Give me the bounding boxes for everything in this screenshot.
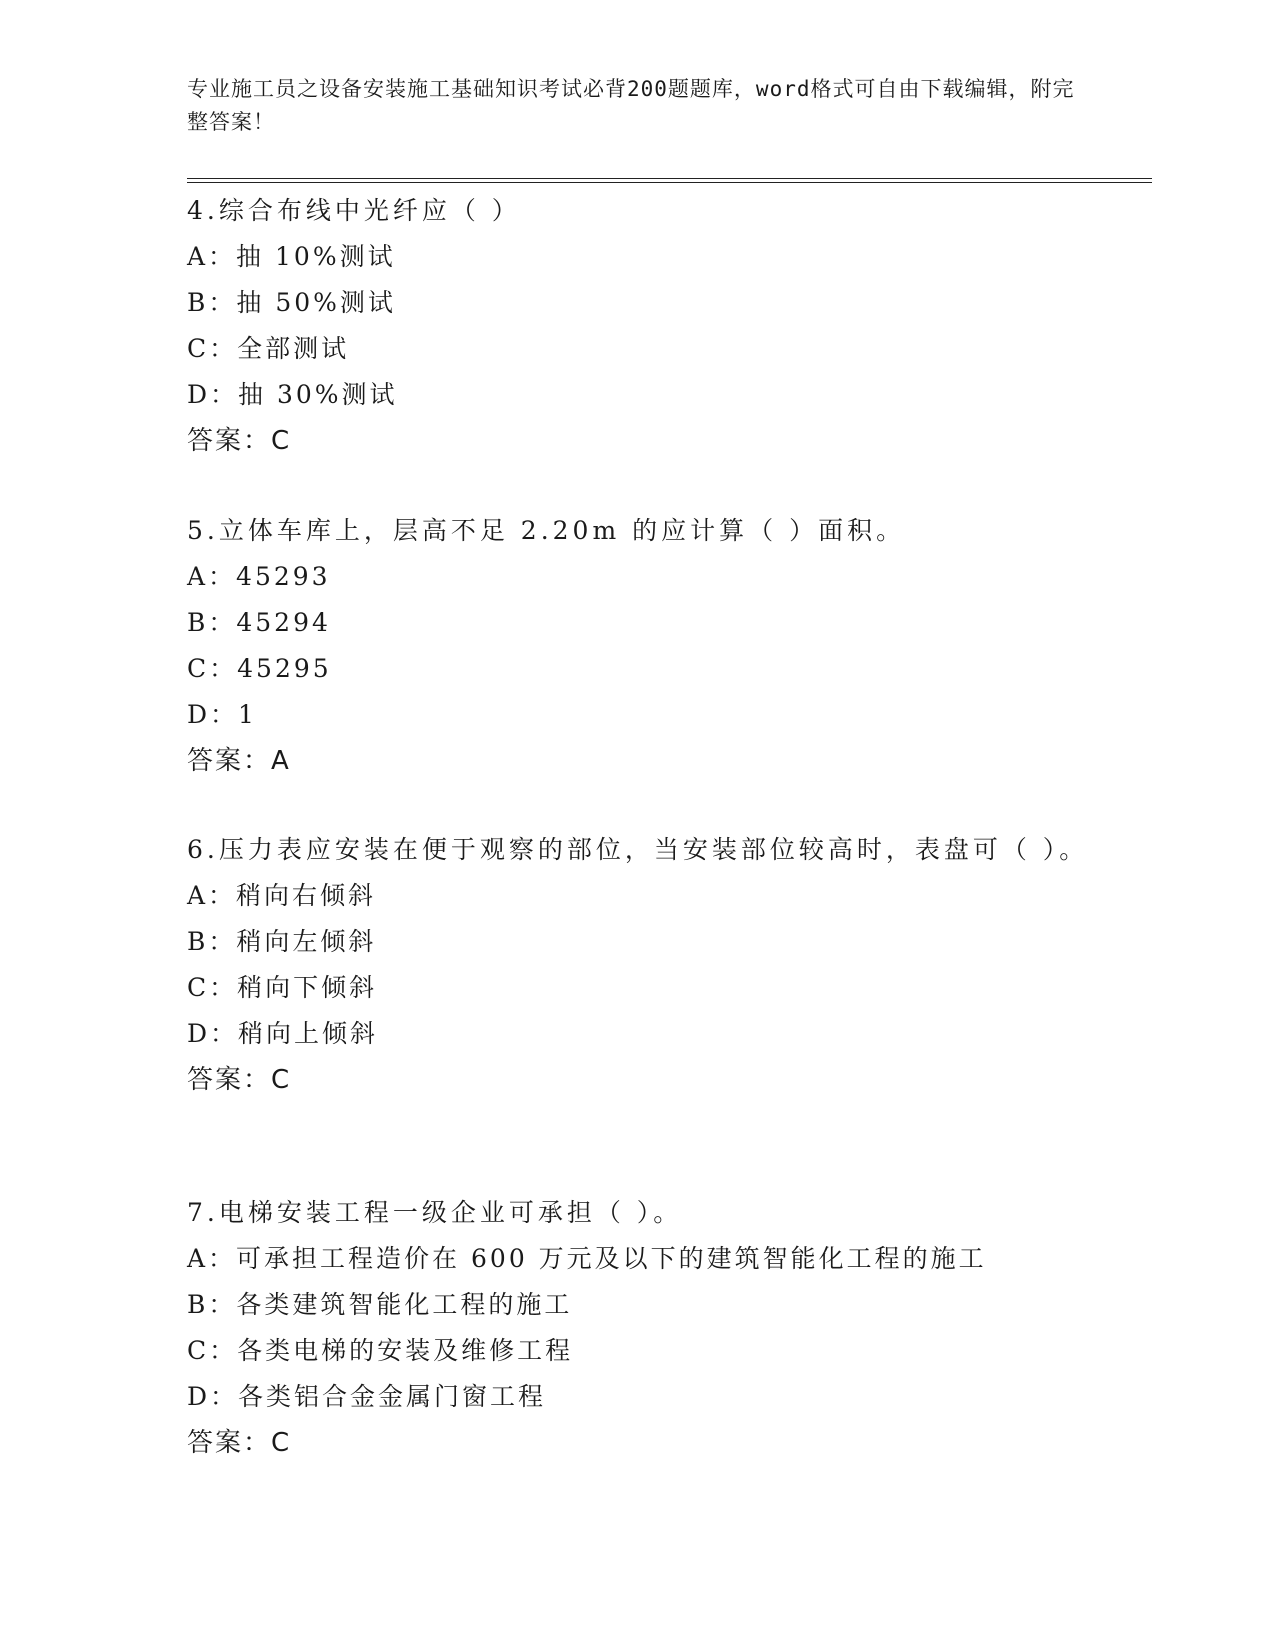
question-stem: 4.综合布线中光纤应（ ） <box>187 196 521 225</box>
option-d: D：1 <box>187 700 257 729</box>
option-b: B：45294 <box>187 608 331 637</box>
option-d: D：各类铝合金金属门窗工程 <box>187 1382 547 1411</box>
option-c: C：稍向下倾斜 <box>187 973 378 1002</box>
option-b: B：稍向左倾斜 <box>187 927 377 956</box>
option-a: A：可承担工程造价在 600 万元及以下的建筑智能化工程的施工 <box>187 1244 987 1273</box>
question-5 <box>187 508 1117 784</box>
question-4 <box>187 188 1117 464</box>
option-a: A：45293 <box>187 562 331 591</box>
answer: 答案：C <box>187 1065 292 1095</box>
answer: 答案：A <box>187 746 291 776</box>
option-a: A：稍向右倾斜 <box>187 881 377 910</box>
option-b: B：抽 50%测试 <box>187 288 396 317</box>
option-c: C：各类电梯的安装及维修工程 <box>187 1336 574 1365</box>
option-d: D：稍向上倾斜 <box>187 1019 379 1048</box>
option-a: A：抽 10%测试 <box>187 242 396 271</box>
question-7 <box>187 1190 1117 1466</box>
question-6 <box>187 827 1117 1103</box>
question-stem: 6.压力表应安装在便于观察的部位，当安装部位较高时，表盘可（ ）。 <box>187 835 1089 864</box>
header-divider-top <box>187 178 1152 179</box>
question-stem: 5.立体车库上，层高不足 2.20m 的应计算（ ）面积。 <box>187 516 906 545</box>
option-c: C：全部测试 <box>187 334 350 363</box>
answer: 答案：C <box>187 1428 292 1458</box>
option-d: D：抽 30%测试 <box>187 380 398 409</box>
answer: 答案：C <box>187 426 292 456</box>
question-stem: 7.电梯安装工程一级企业可承担（ ）。 <box>187 1198 683 1227</box>
header-divider-bottom <box>187 182 1152 183</box>
option-b: B：各类建筑智能化工程的施工 <box>187 1290 573 1319</box>
document-header: 专业施工员之设备安装施工基础知识考试必背200题题库，word格式可自由下载编辑，附完整答案！ <box>187 77 1075 134</box>
option-c: C：45295 <box>187 654 332 683</box>
